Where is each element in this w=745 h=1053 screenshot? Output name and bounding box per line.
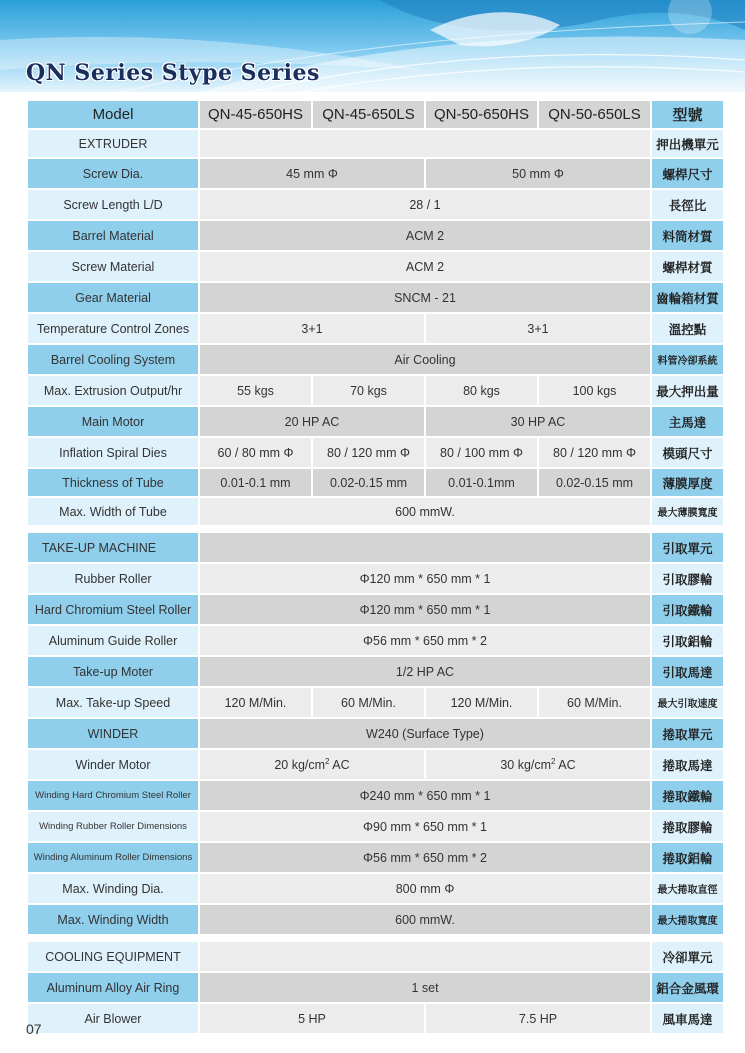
row-value: ACM 2 xyxy=(200,221,650,252)
row-value xyxy=(426,750,650,781)
row-value: 60 M/Min. xyxy=(313,688,424,719)
row-label-zh: 主馬達 xyxy=(652,407,723,438)
section-label: TAKE-UP MACHINE xyxy=(28,533,198,564)
row-label-zh: 長徑比 xyxy=(652,190,723,221)
row-label: Screw Dia. xyxy=(28,159,198,190)
row-label: Aluminum Alloy Air Ring xyxy=(28,973,198,1004)
table-row xyxy=(28,345,723,376)
row-label-zh: 料管冷卻系統 xyxy=(652,345,723,376)
row-value: 50 mm Φ xyxy=(426,159,650,190)
row-value: 60 / 80 mm Φ xyxy=(200,438,311,469)
row-value: 80 kgs xyxy=(426,376,537,407)
table-row xyxy=(28,438,723,469)
row-value: Φ120 mm * 650 mm * 1 xyxy=(200,564,650,595)
row-value: SNCM - 21 xyxy=(200,283,650,314)
winder-section-row xyxy=(28,719,723,750)
row-value: 3+1 xyxy=(426,314,650,345)
row-label-zh: 捲取鐵輪 xyxy=(652,781,723,812)
section-blank xyxy=(200,130,650,159)
row-label: Max. Width of Tube xyxy=(28,498,198,527)
model-qn-50-650ls: QN-50-650LS xyxy=(539,101,650,130)
row-label: Winder Motor xyxy=(28,750,198,781)
section-label-zh: 捲取單元 xyxy=(652,719,723,750)
row-label-zh: 捲取鋁輪 xyxy=(652,843,723,874)
table-row xyxy=(28,564,723,595)
table-row xyxy=(28,657,723,688)
row-value: 800 mm Φ xyxy=(200,874,650,905)
value-number: 30 kg/cm xyxy=(500,758,552,773)
row-value: 600 mmW. xyxy=(200,498,650,527)
row-label: Temperature Control Zones xyxy=(28,314,198,345)
row-label: Take-up Moter xyxy=(28,657,198,688)
row-value: Air Cooling xyxy=(200,345,650,376)
model-qn-45-650ls: QN-45-650LS xyxy=(313,101,424,130)
row-label: Barrel Cooling System xyxy=(28,345,198,376)
row-value: 7.5 HP xyxy=(426,1004,650,1035)
row-label-zh: 鋁合金風環 xyxy=(652,973,723,1004)
row-value: W240 (Surface Type) xyxy=(200,719,650,750)
table-row xyxy=(28,314,723,345)
takeup-section-row xyxy=(28,533,723,564)
row-value: 0.01-0.1 mm xyxy=(200,469,311,498)
row-label-zh: 薄膜厚度 xyxy=(652,469,723,498)
value-unit: AC xyxy=(558,758,576,773)
row-label: Air Blower xyxy=(28,1004,198,1035)
value-unit: AC xyxy=(332,758,350,773)
row-value: Φ240 mm * 650 mm * 1 xyxy=(200,781,650,812)
row-label-zh: 螺桿材質 xyxy=(652,252,723,283)
table-row xyxy=(28,688,723,719)
value-number: 20 kg/cm xyxy=(274,758,326,773)
model-label: Model xyxy=(28,101,198,130)
cooling-section-row xyxy=(28,942,723,973)
row-label: Winding Aluminum Roller Dimensions xyxy=(28,843,198,874)
row-value: 80 / 120 mm Φ xyxy=(313,438,424,469)
row-label-zh: 模頭尺寸 xyxy=(652,438,723,469)
row-label: Inflation Spiral Dies xyxy=(28,438,198,469)
section-label: EXTRUDER xyxy=(28,130,198,159)
table-row xyxy=(28,750,723,781)
row-label-zh: 捲取馬達 xyxy=(652,750,723,781)
row-value: Φ90 mm * 650 mm * 1 xyxy=(200,812,650,843)
table-row xyxy=(28,1004,723,1035)
row-value: ACM 2 xyxy=(200,252,650,283)
section-label-zh: 冷卻單元 xyxy=(652,942,723,973)
row-label: Aluminum Guide Roller xyxy=(28,626,198,657)
row-value: 45 mm Φ xyxy=(200,159,424,190)
series-title: QN Series Stype Series xyxy=(26,60,320,86)
table-header-row xyxy=(28,101,723,130)
row-value: 3+1 xyxy=(200,314,424,345)
table-row xyxy=(28,874,723,905)
row-label-zh: 風車馬達 xyxy=(652,1004,723,1035)
row-label-zh: 捲取膠輪 xyxy=(652,812,723,843)
table-row xyxy=(28,283,723,314)
table-row xyxy=(28,595,723,626)
table-row xyxy=(28,498,723,527)
row-label-zh: 最大引取速度 xyxy=(652,688,723,719)
row-label: Barrel Material xyxy=(28,221,198,252)
row-label-zh: 引取鐵輪 xyxy=(652,595,723,626)
row-value: 100 kgs xyxy=(539,376,650,407)
row-value: 1/2 HP AC xyxy=(200,657,650,688)
row-value: 0.02-0.15 mm xyxy=(313,469,424,498)
extruder-section-row xyxy=(28,130,723,159)
row-value: 1 set xyxy=(200,973,650,1004)
section-blank xyxy=(200,533,650,564)
row-label-zh: 最大捲取直徑 xyxy=(652,874,723,905)
model-qn-50-650hs: QN-50-650HS xyxy=(426,101,537,130)
row-label: Winding Hard Chromium Steel Roller xyxy=(28,781,198,812)
row-value: 60 M/Min. xyxy=(539,688,650,719)
page-number: 07 xyxy=(26,1021,42,1037)
row-label: Winding Rubber Roller Dimensions xyxy=(28,812,198,843)
table-row xyxy=(28,905,723,936)
row-value: Φ56 mm * 650 mm * 2 xyxy=(200,626,650,657)
table-row xyxy=(28,190,723,221)
table-row xyxy=(28,626,723,657)
row-value: 80 / 100 mm Φ xyxy=(426,438,537,469)
row-label: Max. Winding Dia. xyxy=(28,874,198,905)
superscript: 2 xyxy=(551,756,556,766)
row-value: 28 / 1 xyxy=(200,190,650,221)
row-value: Φ120 mm * 650 mm * 1 xyxy=(200,595,650,626)
model-qn-45-650hs: QN-45-650HS xyxy=(200,101,311,130)
table-row xyxy=(28,159,723,190)
table-row xyxy=(28,781,723,812)
row-label: Thickness of Tube xyxy=(28,469,198,498)
row-value: 70 kgs xyxy=(313,376,424,407)
row-label: Hard Chromium Steel Roller xyxy=(28,595,198,626)
row-value: 30 HP AC xyxy=(426,407,650,438)
row-label: Main Motor xyxy=(28,407,198,438)
row-label-zh: 螺桿尺寸 xyxy=(652,159,723,190)
row-label: Max. Extrusion Output/hr xyxy=(28,376,198,407)
row-label-zh: 引取鋁輪 xyxy=(652,626,723,657)
table-row xyxy=(28,221,723,252)
section-label: COOLING EQUIPMENT xyxy=(28,942,198,973)
table-row xyxy=(28,469,723,498)
row-label: Max. Winding Width xyxy=(28,905,198,936)
section-label-zh: 引取單元 xyxy=(652,533,723,564)
row-label: Screw Length L/D xyxy=(28,190,198,221)
row-label: Max. Take-up Speed xyxy=(28,688,198,719)
row-value: 120 M/Min. xyxy=(200,688,311,719)
row-label-zh: 料筒材質 xyxy=(652,221,723,252)
superscript: 2 xyxy=(325,756,330,766)
row-label: Gear Material xyxy=(28,283,198,314)
table-row xyxy=(28,973,723,1004)
row-label-zh: 引取馬達 xyxy=(652,657,723,688)
row-label: Screw Material xyxy=(28,252,198,283)
row-label-zh: 最大捲取寬度 xyxy=(652,905,723,936)
row-label: Rubber Roller xyxy=(28,564,198,595)
table-row xyxy=(28,252,723,283)
row-value: 0.02-0.15 mm xyxy=(539,469,650,498)
row-value xyxy=(200,750,424,781)
section-label-zh: 押出機單元 xyxy=(652,130,723,159)
row-value: 0.01-0.1mm xyxy=(426,469,537,498)
section-blank xyxy=(200,942,650,973)
spec-table xyxy=(26,101,725,1035)
row-value: 5 HP xyxy=(200,1004,424,1035)
table-row xyxy=(28,407,723,438)
table-row xyxy=(28,376,723,407)
table-row xyxy=(28,812,723,843)
row-label-zh: 溫控點 xyxy=(652,314,723,345)
table-row xyxy=(28,843,723,874)
row-label-zh: 齒輪箱材質 xyxy=(652,283,723,314)
row-value: 600 mmW. xyxy=(200,905,650,936)
header-banner xyxy=(0,0,745,92)
row-label-zh: 引取膠輪 xyxy=(652,564,723,595)
row-value: 55 kgs xyxy=(200,376,311,407)
row-label-zh: 最大押出量 xyxy=(652,376,723,407)
row-value: 80 / 120 mm Φ xyxy=(539,438,650,469)
row-label-zh: 最大薄膜寬度 xyxy=(652,498,723,527)
model-label-zh: 型號 xyxy=(652,101,723,130)
row-value: 120 M/Min. xyxy=(426,688,537,719)
row-value: Φ56 mm * 650 mm * 2 xyxy=(200,843,650,874)
row-value: 20 HP AC xyxy=(200,407,424,438)
section-label: WINDER xyxy=(28,719,198,750)
